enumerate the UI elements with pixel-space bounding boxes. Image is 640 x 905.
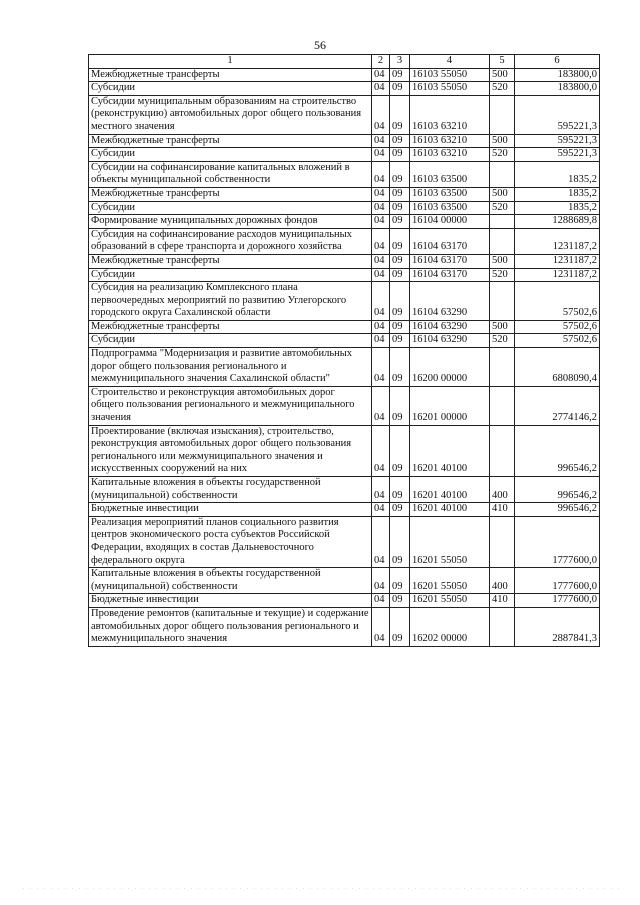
expense-type-code: 520 [490,148,515,162]
header-cell-6: 6 [515,55,600,69]
subsection-code: 09 [390,201,410,215]
row-title: Субсидии [89,201,372,215]
amount: 996546,2 [515,425,600,476]
section-code: 04 [372,568,390,594]
expense-type-code [490,425,515,476]
row-title: Межбюджетные трансферты [89,134,372,148]
row-title: Формирование муниципальных дорожных фондов [89,215,372,229]
expense-type-code: 520 [490,268,515,282]
section-code: 04 [372,82,390,96]
expense-type-code [490,161,515,187]
section-code: 04 [372,386,390,425]
target-article-code: 16201 40100 [410,503,490,517]
amount: 183800,0 [515,82,600,96]
row-title: Подпрограмма "Модернизация и развитие автомобильных дорог общего пользования регионального и межмуниципального значения Сахалинской области" [89,348,372,387]
subsection-code: 09 [390,148,410,162]
target-article-code: 16104 63170 [410,268,490,282]
section-code: 04 [372,516,390,567]
section-code: 04 [372,161,390,187]
subsection-code: 09 [390,386,410,425]
header-cell-2: 2 [372,55,390,69]
row-title: Бюджетные инвестиции [89,594,372,608]
expense-type-code: 500 [490,187,515,201]
section-code: 04 [372,594,390,608]
section-code: 04 [372,320,390,334]
amount: 1231187,2 [515,228,600,254]
subsection-code: 09 [390,228,410,254]
section-code: 04 [372,607,390,646]
amount: 1777600,0 [515,568,600,594]
section-code: 04 [372,228,390,254]
row-title: Субсидии на софинансирование капитальных вложений в объекты муниципальной собственности [89,161,372,187]
section-code: 04 [372,425,390,476]
table-row [89,320,600,334]
section-code: 04 [372,95,390,134]
amount: 595221,3 [515,134,600,148]
budget-table [88,54,600,647]
expense-type-code: 400 [490,477,515,503]
section-code: 04 [372,68,390,82]
table-row [89,348,600,387]
header-cell-1: 1 [89,55,372,69]
target-article-code: 16103 63500 [410,161,490,187]
amount: 6808090,4 [515,348,600,387]
table-row [89,95,600,134]
section-code: 04 [372,348,390,387]
subsection-code: 09 [390,215,410,229]
subsection-code: 09 [390,334,410,348]
row-title: Капитальные вложения в объекты государственной (муниципальной) собственности [89,568,372,594]
row-title: Субсидии [89,334,372,348]
table-row [89,228,600,254]
table-row [89,68,600,82]
amount: 595221,3 [515,148,600,162]
row-title: Субсидии муниципальным образованиям на строительство (реконструкцию) автомобильных дорог общего пользования местного значения [89,95,372,134]
expense-type-code: 520 [490,334,515,348]
row-title: Проектирование (включая изыскания), строительство, реконструкция автомобильных дорог общего пользования регионального или межмуниципального значения и искусственных сооружений на них [89,425,372,476]
amount: 57502,6 [515,320,600,334]
target-article-code: 16104 00000 [410,215,490,229]
row-title: Межбюджетные трансферты [89,254,372,268]
target-article-code: 16103 55050 [410,68,490,82]
table-row [89,268,600,282]
target-article-code: 16103 55050 [410,82,490,96]
subsection-code: 09 [390,503,410,517]
subsection-code: 09 [390,282,410,321]
amount: 996546,2 [515,477,600,503]
table-row [89,161,600,187]
section-code: 04 [372,148,390,162]
section-code: 04 [372,201,390,215]
expense-type-code [490,348,515,387]
subsection-code: 09 [390,516,410,567]
target-article-code: 16104 63290 [410,282,490,321]
row-title: Реализация мероприятий планов социального развития центров экономического роста субъектов Российской Федерации, входящих в состав Дальневосточного федерального округа [89,516,372,567]
table-row [89,82,600,96]
target-article-code: 16103 63210 [410,134,490,148]
table-row [89,201,600,215]
row-title: Бюджетные инвестиции [89,503,372,517]
table-row [89,607,600,646]
target-article-code: 16103 63210 [410,95,490,134]
target-article-code: 16103 63500 [410,187,490,201]
target-article-code: 16201 40100 [410,477,490,503]
table-row [89,334,600,348]
table-row [89,386,600,425]
row-title: Субсидии [89,82,372,96]
row-title: Субсидии [89,148,372,162]
target-article-code: 16201 00000 [410,386,490,425]
table-row [89,516,600,567]
table-row [89,425,600,476]
expense-type-code: 500 [490,320,515,334]
expense-type-code: 410 [490,503,515,517]
subsection-code: 09 [390,568,410,594]
row-title: Капитальные вложения в объекты государственной (муниципальной) собственности [89,477,372,503]
scan-noise [20,886,620,892]
expense-type-code: 500 [490,254,515,268]
amount: 1835,2 [515,201,600,215]
target-article-code: 16201 55050 [410,516,490,567]
section-code: 04 [372,282,390,321]
amount: 1835,2 [515,187,600,201]
subsection-code: 09 [390,161,410,187]
section-code: 04 [372,477,390,503]
subsection-code: 09 [390,254,410,268]
target-article-code: 16202 00000 [410,607,490,646]
section-code: 04 [372,503,390,517]
section-code: 04 [372,187,390,201]
table-row [89,477,600,503]
section-code: 04 [372,215,390,229]
row-title: Межбюджетные трансферты [89,187,372,201]
page-number: 56 [314,38,326,52]
subsection-code: 09 [390,320,410,334]
target-article-code: 16104 63170 [410,228,490,254]
target-article-code: 16201 40100 [410,425,490,476]
subsection-code: 09 [390,68,410,82]
amount: 1288689,8 [515,215,600,229]
section-code: 04 [372,254,390,268]
expense-type-code: 400 [490,568,515,594]
table-row [89,134,600,148]
table-row [89,594,600,608]
amount: 595221,3 [515,95,600,134]
amount: 996546,2 [515,503,600,517]
subsection-code: 09 [390,82,410,96]
expense-type-code [490,215,515,229]
subsection-code: 09 [390,187,410,201]
amount: 183800,0 [515,68,600,82]
expense-type-code: 410 [490,594,515,608]
target-article-code: 16200 00000 [410,348,490,387]
subsection-code: 09 [390,95,410,134]
table-row [89,187,600,201]
target-article-code: 16104 63290 [410,334,490,348]
amount: 57502,6 [515,334,600,348]
table-row [89,148,600,162]
expense-type-code: 500 [490,134,515,148]
expense-type-code: 520 [490,201,515,215]
amount: 2887841,3 [515,607,600,646]
table-row [89,282,600,321]
table-row [89,215,600,229]
section-code: 04 [372,334,390,348]
section-code: 04 [372,134,390,148]
row-title: Строительство и реконструкция автомобильных дорог общего пользования регионального и межмуниципального значения [89,386,372,425]
amount: 1777600,0 [515,594,600,608]
section-code: 04 [372,268,390,282]
subsection-code: 09 [390,425,410,476]
budget-table-body [89,55,600,647]
amount: 1231187,2 [515,268,600,282]
expense-type-code: 500 [490,68,515,82]
table-row [89,254,600,268]
row-title: Межбюджетные трансферты [89,320,372,334]
amount: 1231187,2 [515,254,600,268]
row-title: Проведение ремонтов (капитальные и текущие) и содержание автомобильных дорог общего пользования регионального и межмуниципального значения [89,607,372,646]
header-cell-3: 3 [390,55,410,69]
expense-type-code [490,228,515,254]
target-article-code: 16103 63210 [410,148,490,162]
subsection-code: 09 [390,607,410,646]
table-row [89,568,600,594]
table-header-row [89,55,600,69]
amount: 1777600,0 [515,516,600,567]
target-article-code: 16201 55050 [410,594,490,608]
row-title: Субсидия на софинансирование расходов муниципальных образований в сфере транспорта и дорожного хозяйства [89,228,372,254]
target-article-code: 16104 63170 [410,254,490,268]
target-article-code: 16104 63290 [410,320,490,334]
header-cell-5: 5 [490,55,515,69]
expense-type-code [490,386,515,425]
header-cell-4: 4 [410,55,490,69]
expense-type-code [490,516,515,567]
expense-type-code [490,607,515,646]
row-title: Субсидия на реализацию Комплексного плана первоочередных мероприятий по развитию Углегорского городского округа Сахалинской области [89,282,372,321]
subsection-code: 09 [390,348,410,387]
amount: 57502,6 [515,282,600,321]
amount: 1835,2 [515,161,600,187]
row-title: Межбюджетные трансферты [89,68,372,82]
subsection-code: 09 [390,134,410,148]
expense-type-code [490,95,515,134]
expense-type-code: 520 [490,82,515,96]
target-article-code: 16103 63500 [410,201,490,215]
expense-type-code [490,282,515,321]
table-row [89,503,600,517]
subsection-code: 09 [390,594,410,608]
row-title: Субсидии [89,268,372,282]
subsection-code: 09 [390,268,410,282]
amount: 2774146,2 [515,386,600,425]
subsection-code: 09 [390,477,410,503]
target-article-code: 16201 55050 [410,568,490,594]
